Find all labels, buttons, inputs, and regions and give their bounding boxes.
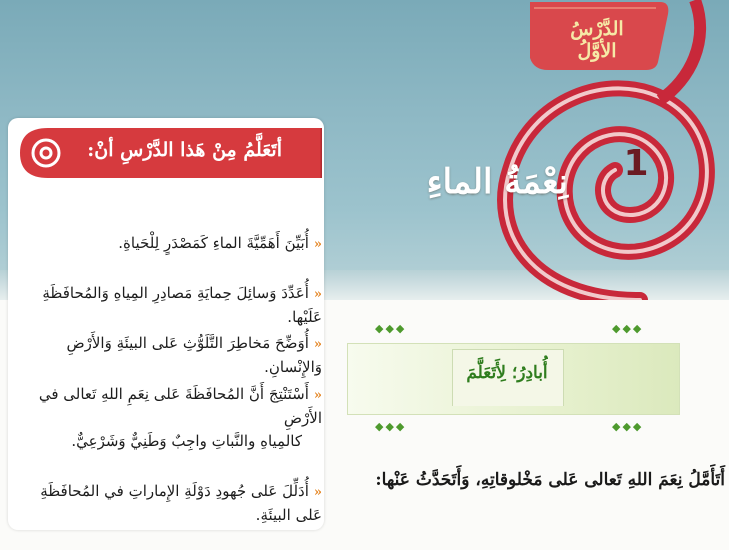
objective-item-continued: كالمِياهِ والنَّباتِ واجِبٌ وَطَنِيٌّ وَشَرْعِيٌّ. (71, 432, 302, 450)
lesson-number: 1 (623, 143, 649, 184)
objective-item: «أُبَيِّنَ أَهَمِّيَّةَ الماءِ كَمَصْدَرٍ لِلْحَياةِ. (118, 234, 322, 252)
chevron-icon: « (313, 337, 322, 352)
chevron-icon: « (313, 237, 322, 252)
diamond-dots-icon: ◆◆◆ (612, 420, 644, 433)
diamond-dots-icon: ◆◆◆ (375, 420, 407, 433)
hub-label: أُبادِرُ؛ لِأَتَعَلَّمَ (466, 363, 548, 383)
lesson-title: نِعْمَةُ الماءِ (426, 162, 568, 202)
diamond-dots-icon: ◆◆◆ (375, 322, 407, 335)
diamond-dots-icon: ◆◆◆ (612, 322, 644, 335)
objective-item: «أُدَلِّلَ عَلى جُهودِ دَوْلَةِ الإِماراتِ في المُحافَظَةِ عَلى البيئَةِ. (40, 482, 322, 524)
chevron-icon: « (313, 388, 322, 403)
reflection-question: أَتَأَمَّلُ نِعَمَ اللهِ تَعالى عَلى مَخْلوقاتِهِ، وَأَتَحَدَّثُ عَنْها: (375, 470, 725, 490)
chevron-icon: « (313, 485, 322, 500)
objective-item: «أُوَضِّحَ مَخاطِرَ التَّلَوُّثِ عَلى البيئَةِ وَالأَرْضِ وَالإِنْسانِ. (66, 334, 322, 376)
lesson-tag-label: الدَّرْسُ الأوَّلُ (570, 18, 624, 62)
objective-item: «أُعَدِّدَ وَسائِلَ حِمايَةِ مَصادِرِ المِياهِ وَالمُحافَظَةِ عَلَيْها. (42, 284, 322, 326)
objectives-heading: أتَعَلَّمُ مِنْ هَذا الدَّرْسِ أنْ: (87, 139, 282, 161)
objective-item: «أَسْتَنْتِجَ أَنَّ المُحافَظَةَ عَلى نِعَمِ اللهِ تَعالى في الأَرْضِ (38, 385, 322, 427)
chevron-icon: « (313, 287, 322, 302)
